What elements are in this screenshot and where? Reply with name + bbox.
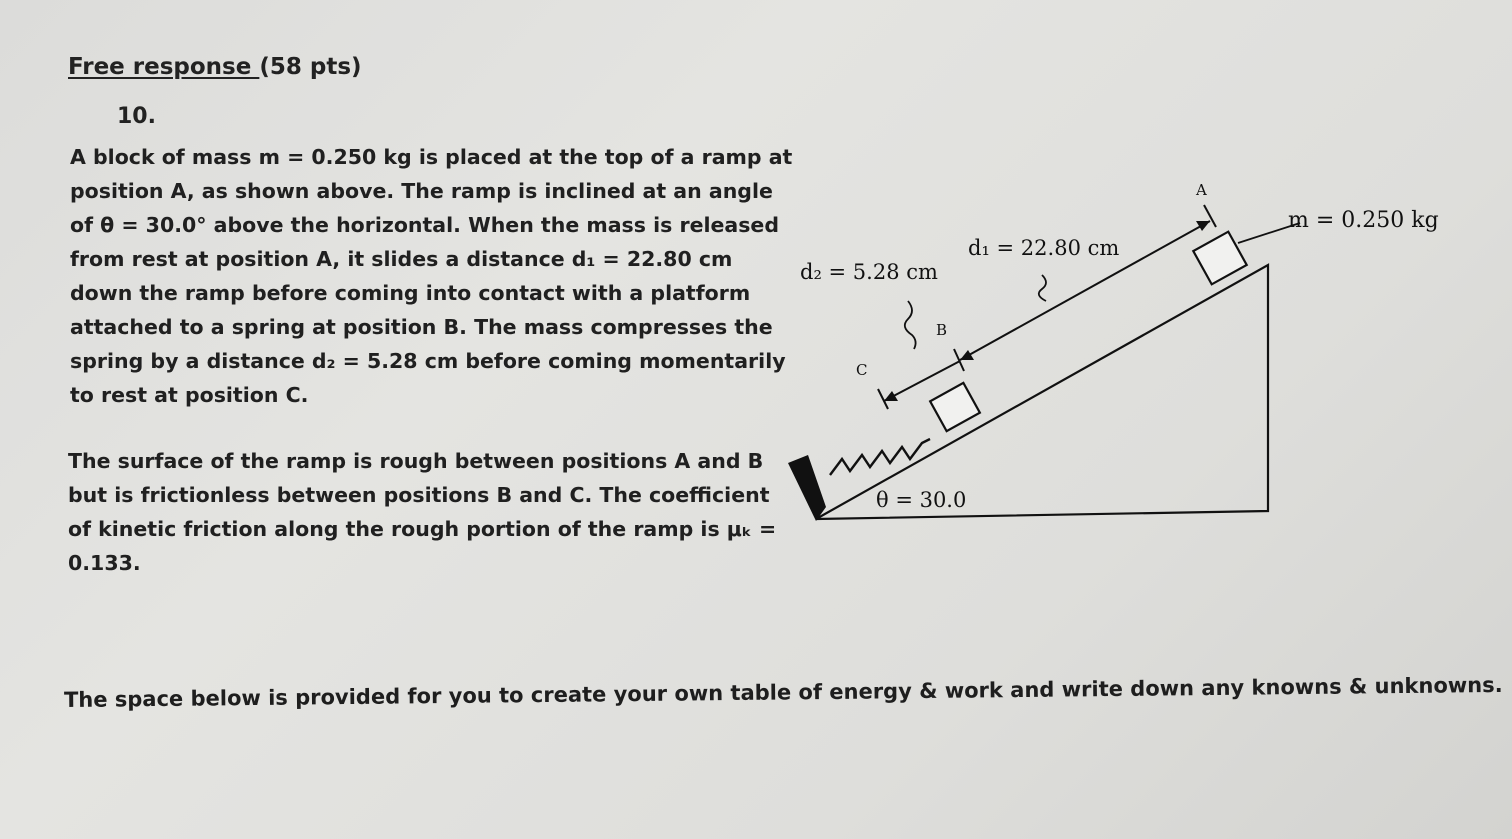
d1-arrowhead-b [960, 350, 974, 360]
paragraph-line: spring by a distance d₂ = 5.28 cm before coming momentarily [70, 349, 786, 373]
paragraph-line: of kinetic friction along the rough portion of the ramp is μₖ = [68, 517, 777, 541]
block-at-a [1193, 232, 1246, 285]
paragraph-line: to rest at position C. [70, 383, 309, 407]
spring-wall [788, 455, 826, 521]
d1-arrowhead-a [1196, 221, 1210, 231]
paragraph-line: The surface of the ramp is rough between positions A and B [68, 449, 764, 473]
paragraph-line: down the ramp before coming into contact with a platform [70, 281, 751, 305]
d2-label-leader [905, 301, 916, 349]
label-a: A [1196, 181, 1207, 199]
paragraph-line: position A, as shown above. The ramp is inclined at an angle [70, 179, 773, 203]
label-c: C [856, 361, 868, 379]
section-points: (58 pts) [259, 54, 362, 80]
d1-label-leader [1039, 275, 1046, 301]
label-mass: m = 0.250 kg [1288, 208, 1439, 233]
section-title: Free response [68, 54, 260, 80]
problem-paragraph-1 [70, 140, 793, 412]
problem-paragraph-2 [68, 444, 777, 580]
paragraph-line: from rest at position A, it slides a distance d₁ = 22.80 cm [70, 247, 733, 271]
paragraph-line: of θ = 30.0° above the horizontal. When the mass is released [70, 213, 780, 237]
ramp-triangle [816, 265, 1268, 519]
d2-arrowhead-c [884, 391, 898, 401]
paragraph-line: attached to a spring at position B. The mass compresses the [70, 315, 773, 339]
label-b: B [936, 321, 948, 339]
ramp-diagram [780, 175, 1480, 535]
question-number: 10. [117, 104, 156, 129]
spring [830, 439, 930, 475]
paragraph-line: 0.133. [68, 551, 141, 575]
label-d2: d₂ = 5.28 cm [800, 260, 938, 284]
label-d1: d₁ = 22.80 cm [968, 236, 1120, 260]
paragraph-line: A block of mass m = 0.250 kg is placed at the top of a ramp at [70, 145, 793, 169]
block-at-b [930, 383, 980, 431]
section-heading [68, 54, 362, 80]
label-theta: θ = 30.0 [876, 488, 967, 512]
workspace-instruction: The space below is provided for you to create your own table of energy & work and write down any knowns & unknowns. [63, 672, 1503, 712]
paragraph-line: but is frictionless between positions B and C. The coefficient [68, 483, 770, 507]
